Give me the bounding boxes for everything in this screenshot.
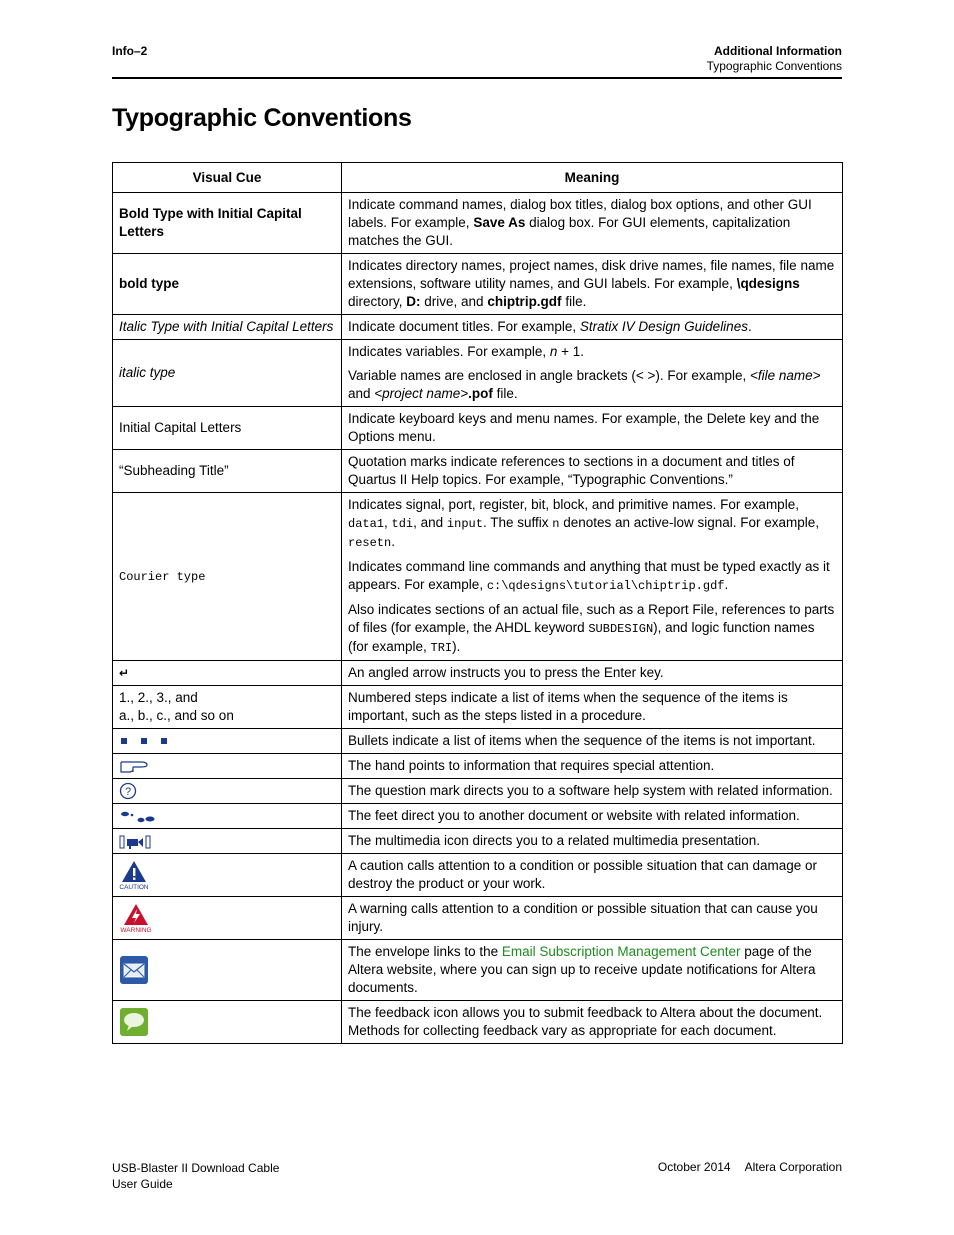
meaning-cell: The question mark directs you to a software help system with related information. xyxy=(342,779,843,804)
table-row xyxy=(113,254,843,315)
meaning-cell: Indicate document titles. For example, Stratix IV Design Guidelines. xyxy=(342,315,843,340)
meaning-cell: The hand points to information that requires special attention. xyxy=(342,754,843,779)
table-row xyxy=(113,940,843,1001)
warning-icon xyxy=(113,897,342,940)
cue-cell: “Subheading Title” xyxy=(113,450,342,493)
enter-arrow-icon: ↵ xyxy=(113,661,342,686)
header-rule xyxy=(112,77,842,79)
table-row xyxy=(113,829,843,854)
running-header xyxy=(707,44,842,74)
pointing-hand-icon xyxy=(113,754,342,779)
table-row xyxy=(113,340,843,407)
meaning-cell: Quotation marks indicate references to sections in a document and titles of Quartus II Help topics. For example, “Typographic Conventions.” xyxy=(342,450,843,493)
table-row xyxy=(113,661,843,686)
meaning-cell: The multimedia icon directs you to a related multimedia presentation. xyxy=(342,829,843,854)
table-header-row xyxy=(113,163,843,193)
table-row xyxy=(113,686,843,729)
table-row xyxy=(113,804,843,829)
page-title: Typographic Conventions xyxy=(112,104,412,132)
meaning-cell: The envelope links to the Email Subscription Management Center page of the Altera website, where you can sign up to receive update notifications for Altera documents. xyxy=(342,940,843,1001)
feet-icon xyxy=(113,804,342,829)
cue-cell: Courier type xyxy=(113,493,342,661)
meaning-cell: The feedback icon allows you to submit feedback to Altera about the document. Methods for collecting feedback vary as appropriate for each document. xyxy=(342,1001,843,1044)
page-label: Info–2 xyxy=(112,44,148,58)
meaning-cell: A caution calls attention to a condition or possible situation that can damage or destroy the product or your work. xyxy=(342,854,843,897)
email-subscription-link[interactable]: Email Subscription Management Center xyxy=(501,944,741,960)
cue-cell: italic type xyxy=(113,340,342,407)
footer-date-company xyxy=(658,1160,842,1174)
cue-cell: Initial Capital Letters xyxy=(113,407,342,450)
footer-date: October 2014 xyxy=(657,1160,731,1174)
bullets-icon-graphic xyxy=(119,735,169,747)
table-row xyxy=(113,315,843,340)
cue-cell: Italic Type with Initial Capital Letters xyxy=(113,315,342,340)
meaning-cell: Bullets indicate a list of items when the sequence of the items is not important. xyxy=(342,729,843,754)
table-row xyxy=(113,779,843,804)
svg-text:CAUTION: CAUTION xyxy=(119,884,149,892)
footer-doc-title: USB-Blaster II Download Cable User Guide xyxy=(112,1161,280,1191)
cue-cell: Bold Type with Initial Capital Letters xyxy=(113,193,342,254)
conventions-table xyxy=(112,162,843,1044)
multimedia-icon xyxy=(113,829,342,854)
table-row xyxy=(113,729,843,754)
footer-company: Altera Corporation xyxy=(744,1160,842,1174)
cue-cell: bold type xyxy=(113,254,342,315)
table-row xyxy=(113,854,843,897)
meaning-cell: Indicates signal, port, register, bit, block, and primitive names. For example, data1, tdi, and input. The suffix n denotes an active-low signal. For example, resetn. Indicates command line commands and anything that must be typed exactly as it appears. For example, c:\qdesigns\tutorial\chiptrip.gdf. Also indicates sections of an actual file, such as a Report File, references to parts of files (for example, the AHDL keyword SUBDESIGN), and logic function names (for example, TRI). xyxy=(342,493,843,661)
table-row xyxy=(113,193,843,254)
meaning-cell: An angled arrow instructs you to press the Enter key. xyxy=(342,661,843,686)
svg-text:WARNING: WARNING xyxy=(120,927,152,935)
table-row xyxy=(113,450,843,493)
meaning-cell: Indicate keyboard keys and menu names. For example, the Delete key and the Options menu. xyxy=(342,407,843,450)
meaning-cell: Indicate command names, dialog box titles, dialog box options, and other GUI labels. For example, Save As dialog box. For GUI elements, capitalization matches the GUI. xyxy=(342,193,843,254)
envelope-icon[interactable] xyxy=(113,940,342,1001)
table-row xyxy=(113,1001,843,1044)
meaning-cell: Indicates variables. For example, n + 1. Variable names are enclosed in angle brackets (< >). For example, <file name> and <project name>.pof file. xyxy=(342,340,843,407)
meaning-cell: Numbered steps indicate a list of items when the sequence of the items is important, such as the steps listed in a procedure. xyxy=(342,686,843,729)
table-row xyxy=(113,754,843,779)
feedback-icon[interactable] xyxy=(113,1001,342,1044)
table-row xyxy=(113,897,843,940)
caution-icon xyxy=(113,854,342,897)
meaning-cell: Indicates directory names, project names, disk drive names, file names, file name extensions, software utility names, and GUI labels. For example, \qdesigns directory, D: drive, and chiptrip.gdf file. xyxy=(342,254,843,315)
section-title: Additional Information xyxy=(714,44,842,58)
meaning-cell: The feet direct you to another document or website with related information. xyxy=(342,804,843,829)
subsection-title: Typographic Conventions xyxy=(706,59,842,73)
table-row xyxy=(113,407,843,450)
question-mark-icon xyxy=(113,779,342,804)
cue-cell: 1., 2., 3., and a., b., c., and so on xyxy=(113,686,342,729)
meaning-cell: A warning calls attention to a condition or possible situation that can cause you injury. xyxy=(342,897,843,940)
bullets-icon xyxy=(113,729,342,754)
table-row xyxy=(113,493,843,661)
col-header-visual-cue: Visual Cue xyxy=(113,163,342,193)
col-header-meaning: Meaning xyxy=(342,163,843,193)
svg-text:?: ? xyxy=(124,786,132,799)
